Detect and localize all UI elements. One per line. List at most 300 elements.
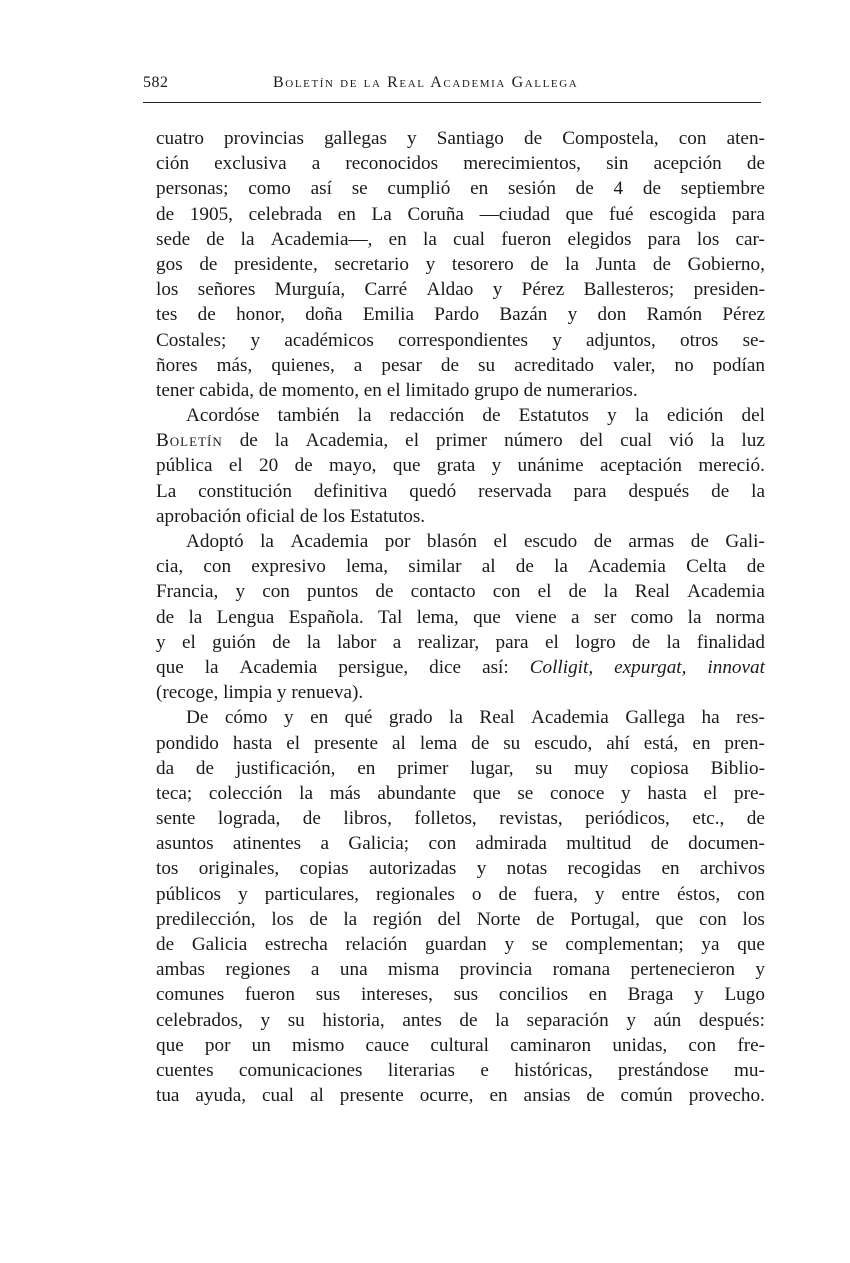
- word: predilección,: [156, 908, 256, 930]
- word: fué: [608, 203, 634, 225]
- word: de: [498, 883, 517, 905]
- word: valer,: [613, 354, 656, 376]
- word: con: [678, 128, 707, 149]
- word: septiembre: [680, 178, 765, 200]
- word: complementan;: [565, 934, 684, 955]
- word: fre-: [737, 1034, 765, 1056]
- word: Biblio-: [710, 757, 765, 779]
- word: a: [392, 631, 402, 653]
- word: misma: [388, 959, 440, 981]
- word: escogida: [649, 203, 717, 225]
- word: de: [515, 556, 534, 578]
- word: de: [746, 556, 765, 578]
- word: similar: [408, 556, 462, 578]
- word: cómo: [224, 707, 268, 729]
- word: abundante: [377, 782, 457, 804]
- word: unánime: [517, 455, 584, 477]
- word: qué: [344, 707, 373, 729]
- word: a: [311, 153, 321, 175]
- word: grata: [436, 455, 476, 477]
- word: la: [554, 556, 568, 578]
- word: y: [238, 883, 248, 905]
- text-line: [156, 781, 765, 806]
- word: la: [565, 253, 579, 275]
- word: de: [642, 178, 661, 200]
- word: la: [357, 405, 372, 427]
- header-rule: [143, 102, 761, 103]
- word: en: [661, 858, 680, 880]
- word: como: [248, 178, 291, 200]
- word: Pérez: [722, 304, 765, 326]
- word: en: [310, 707, 329, 729]
- word: libros,: [343, 808, 392, 830]
- word: admirada: [475, 833, 547, 855]
- word: número: [504, 430, 563, 452]
- word: estrecha: [264, 934, 328, 955]
- word: la: [634, 405, 649, 427]
- word: los: [742, 908, 765, 930]
- word: regionales: [376, 883, 455, 905]
- text-line: [156, 554, 765, 579]
- word: su: [503, 732, 521, 754]
- word: a: [320, 833, 330, 855]
- text-line: [156, 353, 765, 378]
- word: guión: [212, 631, 256, 653]
- word: revistas,: [499, 808, 563, 830]
- word: copiosa: [630, 757, 689, 779]
- word: Academia: [239, 656, 318, 678]
- word: don: [597, 304, 627, 326]
- word: y: [492, 279, 503, 301]
- word: ha: [701, 707, 720, 729]
- word: cultural: [430, 1034, 489, 1056]
- word: mu-: [734, 1059, 765, 1081]
- word: labor: [336, 631, 377, 653]
- word: Portugal,: [570, 908, 640, 930]
- word: podían: [712, 354, 765, 376]
- word: Tal: [378, 606, 403, 628]
- word: que: [473, 606, 501, 628]
- word: provincia: [459, 959, 533, 981]
- text-line: [156, 176, 765, 201]
- word: puntos: [307, 581, 359, 603]
- word: para: [495, 631, 529, 653]
- word: Adoptó: [186, 531, 244, 552]
- word: éstos,: [676, 883, 721, 905]
- word: de: [690, 531, 709, 552]
- word: así: [310, 178, 332, 200]
- word: de: [156, 934, 175, 955]
- word: en: [588, 984, 607, 1006]
- word: en: [357, 757, 376, 779]
- word: y: [491, 455, 502, 477]
- word: de: [302, 808, 321, 830]
- word: hasta: [232, 732, 273, 754]
- word: de: [195, 757, 215, 779]
- word: académicos: [284, 329, 374, 351]
- word: Braga: [627, 984, 674, 1006]
- word: tes: [156, 304, 178, 326]
- word: de: [440, 354, 459, 376]
- text-line: [156, 328, 765, 353]
- word: y: [626, 1009, 636, 1031]
- word: particulares,: [264, 883, 359, 905]
- word: y: [694, 984, 704, 1006]
- word: cuatro: [156, 128, 204, 149]
- word: reconocidos: [345, 153, 439, 175]
- word: de: [156, 606, 175, 628]
- word: Carré: [364, 279, 408, 301]
- word: Gali-: [725, 531, 765, 552]
- word: de: [746, 808, 765, 830]
- word: lema: [419, 732, 458, 754]
- word: Celta: [686, 556, 727, 578]
- word: del: [437, 908, 462, 930]
- word: fuera,: [533, 883, 578, 905]
- word: notas: [506, 858, 548, 880]
- word: primer: [436, 430, 488, 452]
- word: de: [536, 908, 555, 930]
- word: de: [593, 531, 612, 552]
- word: con: [262, 581, 290, 603]
- word: blasón: [426, 531, 478, 552]
- word: de: [197, 304, 216, 326]
- word: como: [630, 606, 674, 628]
- running-title: Boletín de la Real Academia Gallega: [273, 74, 579, 91]
- word: y: [407, 128, 417, 149]
- word: adjuntos,: [586, 329, 656, 351]
- word: después: [628, 480, 690, 502]
- word: cuentes: [156, 1059, 214, 1081]
- word: Gobierno,: [687, 253, 765, 275]
- word: de: [575, 178, 594, 200]
- word: de: [530, 253, 549, 275]
- word: Bazán: [499, 304, 548, 326]
- word: Estatutos: [518, 405, 589, 427]
- word: con: [699, 908, 727, 930]
- word: aten-: [726, 128, 765, 149]
- word: lema,: [346, 556, 389, 578]
- word: La: [156, 480, 177, 502]
- word: al: [309, 1085, 324, 1107]
- word: acepción: [653, 153, 722, 175]
- word: Ramón: [646, 304, 703, 326]
- word: dice: [429, 656, 462, 678]
- word: región: [372, 908, 422, 930]
- word: regiones: [225, 959, 291, 981]
- word: históricas,: [514, 1059, 593, 1081]
- italic-word: expurgat,: [614, 656, 687, 678]
- word: car-: [735, 228, 765, 250]
- word: por: [204, 1034, 231, 1056]
- word: que: [737, 934, 765, 955]
- word: también: [277, 405, 340, 427]
- word: Real: [634, 581, 670, 603]
- word: Academia: [531, 707, 609, 729]
- word: más: [329, 782, 361, 804]
- word: y: [607, 405, 617, 427]
- text-segment: tener cabida, de momento, en el limitado grupo de numerarios.: [156, 379, 638, 401]
- word: Galicia;: [348, 833, 410, 855]
- word: y: [755, 959, 765, 981]
- word: ocurre,: [419, 1085, 474, 1107]
- word: honor,: [236, 304, 285, 326]
- text-line: [156, 655, 765, 680]
- word: La: [371, 203, 392, 225]
- word: reservada: [478, 480, 552, 502]
- word: y: [621, 782, 631, 804]
- italic-word: innovat: [707, 656, 765, 678]
- word: Lengua: [216, 606, 275, 628]
- word: —ciudad: [479, 203, 550, 225]
- word: así:: [482, 656, 509, 678]
- word: acreditado: [514, 354, 595, 376]
- word: quedó: [409, 480, 457, 502]
- word: archivos: [699, 858, 765, 880]
- word: escudo,: [534, 732, 593, 754]
- word: presiden-: [693, 279, 765, 301]
- word: Academia: [588, 556, 666, 578]
- word: la: [188, 606, 203, 628]
- word: celebrada: [248, 203, 323, 225]
- word: el: [405, 430, 420, 452]
- word: al: [481, 556, 496, 578]
- word: ya: [701, 934, 720, 955]
- text-line: [156, 504, 765, 529]
- text-line: [156, 378, 765, 403]
- word: Real: [479, 707, 515, 729]
- word: ayuda,: [195, 1085, 247, 1107]
- word: de: [568, 581, 587, 603]
- word: de: [156, 203, 175, 225]
- word: en: [388, 228, 407, 250]
- word: expresivo: [251, 556, 326, 578]
- word: De: [186, 707, 209, 729]
- word: la: [666, 631, 681, 653]
- word: común: [620, 1085, 673, 1107]
- text-line: [156, 151, 765, 176]
- text-line: [156, 277, 765, 302]
- word: prestándose: [618, 1059, 709, 1081]
- text-line: [156, 453, 765, 478]
- word: entre: [621, 883, 660, 905]
- word: la: [603, 581, 618, 603]
- word: con: [428, 833, 457, 855]
- word: e: [480, 1059, 489, 1081]
- word: públicos: [156, 883, 222, 905]
- word: de: [459, 1009, 478, 1031]
- word: un: [251, 1034, 271, 1056]
- word: justificación,: [235, 757, 336, 779]
- word: constitución: [198, 480, 292, 502]
- word: merecimientos,: [463, 153, 581, 175]
- word: mismo: [292, 1034, 345, 1056]
- word: y: [552, 329, 562, 351]
- text-line: [156, 856, 765, 881]
- word: a: [310, 959, 320, 981]
- word: para: [731, 203, 765, 225]
- word: está,: [643, 732, 679, 754]
- word: mereció.: [698, 455, 765, 477]
- word: el: [703, 782, 718, 804]
- word: de: [239, 430, 258, 452]
- text-line: [156, 126, 765, 151]
- word: Academia: [687, 581, 765, 603]
- word: sus: [315, 984, 341, 1006]
- text-line: [156, 731, 765, 756]
- word: redacción: [389, 405, 465, 427]
- word: primer: [397, 757, 449, 779]
- word: de: [272, 631, 291, 653]
- word: su: [478, 354, 496, 376]
- word: fueron: [244, 984, 295, 1006]
- word: copias: [299, 858, 349, 880]
- word: aún: [653, 1009, 682, 1031]
- word: provincias: [224, 128, 304, 149]
- word: que: [472, 782, 501, 804]
- word: que: [156, 1034, 184, 1056]
- word: de: [650, 833, 669, 855]
- word: una: [339, 959, 368, 981]
- word: se: [517, 782, 534, 804]
- word: otros: [680, 329, 719, 351]
- word: pondido: [156, 732, 219, 754]
- word: 1905,: [189, 203, 233, 225]
- word: de: [294, 455, 313, 477]
- text-line: [156, 756, 765, 781]
- word: la: [240, 228, 255, 250]
- text-line: [156, 579, 765, 604]
- word: folletos,: [414, 808, 477, 830]
- word: sede: [156, 228, 191, 250]
- word: la: [449, 707, 463, 729]
- word: no: [674, 354, 694, 376]
- word: y: [283, 707, 294, 729]
- word: vió: [669, 430, 694, 452]
- word: ción: [156, 153, 190, 175]
- word: y: [156, 631, 166, 653]
- word: presente: [314, 732, 379, 754]
- word: la: [343, 908, 358, 930]
- word: sin: [606, 153, 629, 175]
- word: literarias: [387, 1059, 456, 1081]
- word: cual: [262, 1085, 294, 1107]
- word: Emilia: [362, 304, 414, 326]
- word: se-: [742, 329, 765, 351]
- running-header: [143, 68, 761, 102]
- word: Academia: [290, 531, 369, 552]
- word: y: [425, 253, 436, 275]
- word: más,: [216, 354, 253, 376]
- word: cumplió: [387, 178, 451, 200]
- word: con: [737, 883, 765, 905]
- text-line: [156, 302, 765, 327]
- word: lugar,: [470, 757, 514, 779]
- word: señores: [197, 279, 256, 301]
- word: su: [287, 1009, 305, 1031]
- word: autorizadas: [368, 858, 457, 880]
- word: historia,: [322, 1009, 385, 1031]
- word: viene: [515, 606, 557, 628]
- word: concilios: [498, 984, 569, 1006]
- word: cauce: [365, 1034, 410, 1056]
- word: doña: [305, 304, 343, 326]
- word: que: [565, 203, 594, 225]
- word: recogidas: [567, 858, 642, 880]
- word: al: [392, 732, 406, 754]
- word: la: [204, 656, 219, 678]
- word: el: [228, 455, 243, 477]
- word: la: [495, 1009, 510, 1031]
- word: periódicos,: [585, 808, 670, 830]
- text-line: [156, 882, 765, 907]
- word: y: [594, 883, 605, 905]
- word: a: [353, 354, 363, 376]
- text-line: [156, 1083, 765, 1108]
- word: y: [476, 858, 487, 880]
- word: Norte: [476, 908, 521, 930]
- word: el: [493, 531, 508, 552]
- word: definitiva: [313, 480, 388, 502]
- word: de: [375, 581, 394, 603]
- page-number: 582: [143, 74, 169, 91]
- text-line: [156, 907, 765, 932]
- text-line: [156, 403, 765, 428]
- word: después:: [698, 1009, 765, 1031]
- text-line: [156, 428, 765, 453]
- word: tesorero: [451, 253, 514, 275]
- word: la: [274, 430, 289, 452]
- word: ambas: [156, 959, 206, 981]
- word: Española.: [288, 606, 364, 628]
- word: tos: [156, 858, 179, 880]
- word: que: [655, 908, 684, 930]
- text-segment: aprobación oficial de los Estatutos.: [156, 505, 426, 527]
- word: los: [156, 279, 179, 301]
- word: comunes: [156, 984, 225, 1006]
- italic-word: Colligit,: [529, 656, 594, 678]
- word: el: [286, 732, 301, 754]
- word: elegidos: [567, 228, 632, 250]
- word: la: [299, 782, 313, 804]
- word: cual: [453, 228, 486, 250]
- word: grado: [388, 707, 433, 729]
- word: sesión: [507, 178, 556, 200]
- text-line: [156, 630, 765, 655]
- word: Ballesteros;: [583, 279, 675, 301]
- word: romana: [552, 959, 611, 981]
- word: y: [250, 329, 261, 351]
- text-line: [156, 529, 765, 554]
- word: caminaron: [510, 1034, 592, 1056]
- word: intereses,: [360, 984, 433, 1006]
- word: Compostela,: [562, 128, 659, 149]
- word: el: [544, 631, 559, 653]
- word: en: [692, 732, 711, 754]
- word: ansias: [523, 1085, 571, 1107]
- word: y: [567, 304, 578, 326]
- word: da: [156, 757, 175, 779]
- word: Pérez: [521, 279, 565, 301]
- word: en: [470, 178, 489, 200]
- text-line: [156, 479, 765, 504]
- word: la: [751, 480, 765, 502]
- word: guardan: [424, 934, 487, 955]
- word: de: [523, 128, 543, 149]
- text-line: [156, 227, 765, 252]
- word: multitud: [566, 833, 632, 855]
- word: del: [741, 405, 765, 427]
